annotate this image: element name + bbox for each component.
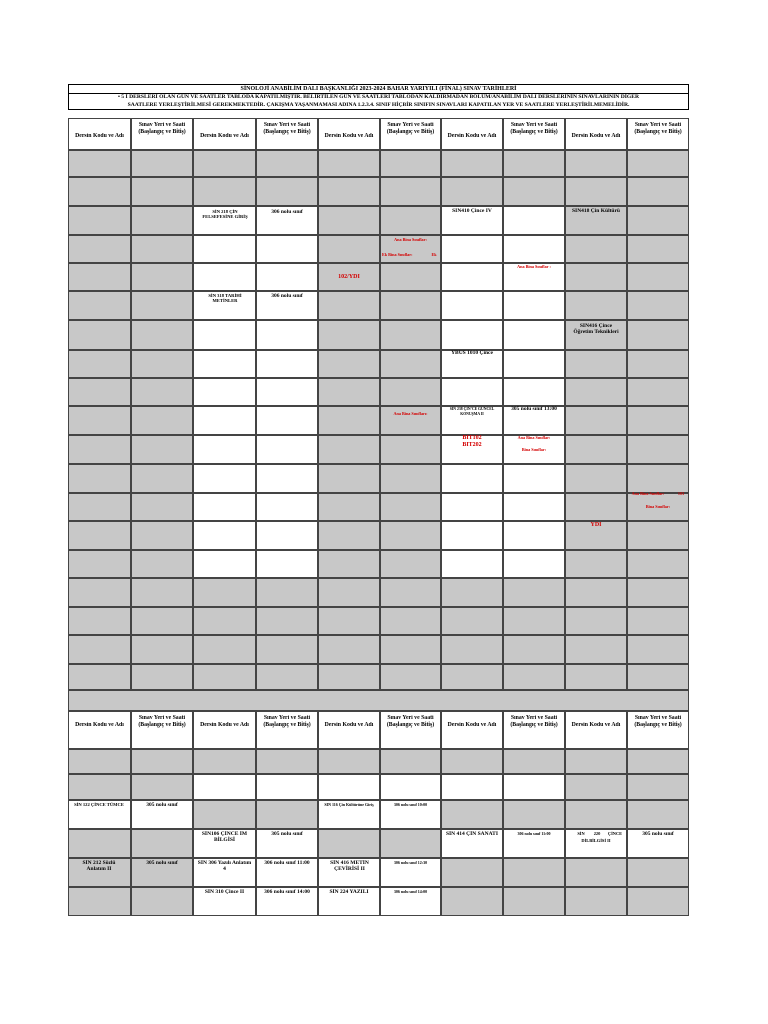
grid-cell bbox=[565, 887, 627, 916]
grid-cell bbox=[68, 464, 131, 493]
grid-cell bbox=[441, 464, 503, 493]
grid-cell bbox=[441, 887, 503, 916]
grid-cell bbox=[68, 664, 131, 690]
grid-cell bbox=[627, 435, 689, 464]
course-column-header: Dersin Kodu ve Adı bbox=[447, 722, 497, 728]
grid-cell bbox=[503, 464, 565, 493]
grid-cell bbox=[131, 550, 193, 578]
course-sin414: SİN 414 ÇİN SANATI bbox=[445, 831, 498, 837]
grid-cell bbox=[131, 887, 193, 916]
course-sin416: SİN 416 METİN ÇEVİRİSİ II bbox=[330, 860, 369, 872]
grid-cell bbox=[380, 521, 441, 550]
grid-cell bbox=[193, 177, 256, 206]
grid-cell bbox=[380, 749, 441, 774]
grid-cell bbox=[441, 635, 503, 664]
grid-cell bbox=[68, 177, 131, 206]
grid-cell bbox=[131, 406, 193, 435]
grid-cell bbox=[627, 521, 689, 550]
grid-cell bbox=[565, 607, 627, 635]
grid-cell bbox=[256, 578, 318, 607]
grid-cell bbox=[627, 350, 689, 378]
grid-cell bbox=[68, 749, 131, 774]
grid-cell bbox=[627, 406, 689, 435]
grid-cell bbox=[565, 406, 627, 435]
grid-cell bbox=[627, 578, 689, 607]
grid-cell bbox=[503, 578, 565, 607]
grid-cell bbox=[565, 263, 627, 291]
grid-cell bbox=[256, 263, 318, 291]
course-bit202: BİT202 bbox=[462, 442, 482, 448]
grid-cell bbox=[318, 206, 380, 235]
grid-cell bbox=[565, 350, 627, 378]
course-sin306: SİN 306 Yazılı Anlatım 4 bbox=[197, 860, 252, 872]
grid-cell bbox=[627, 150, 689, 177]
exam-column-header: Sınav Yeri ve Saati (Başlangıç ve Bitiş) bbox=[386, 715, 435, 728]
grid-cell bbox=[256, 150, 318, 177]
spacer-row bbox=[68, 690, 689, 711]
room-sin414: 306 nolu sınıf 11:00 bbox=[517, 831, 551, 836]
grid-cell bbox=[380, 578, 441, 607]
grid-cell bbox=[380, 150, 441, 177]
grid-cell bbox=[256, 350, 318, 378]
grid-cell bbox=[256, 550, 318, 578]
course-sin318: SİN 318 TARİHİ METİNLER bbox=[208, 293, 242, 303]
room-sin238: 305 nolu sınıf 13:00 bbox=[511, 406, 557, 412]
course-bit102: BİT102 bbox=[462, 435, 482, 441]
room-sin212: 305 nolu sınıf bbox=[146, 860, 178, 866]
grid-cell bbox=[441, 263, 503, 291]
grid-cell bbox=[627, 887, 689, 916]
grid-cell bbox=[627, 635, 689, 664]
grid-cell bbox=[131, 291, 193, 320]
grid-cell bbox=[68, 550, 131, 578]
grid-cell bbox=[565, 635, 627, 664]
grid-cell bbox=[503, 774, 565, 800]
course-sin220: 220 bbox=[593, 831, 601, 836]
grid-cell bbox=[318, 774, 380, 800]
grid-cell bbox=[318, 664, 380, 690]
exam-column-header: Sınav Yeri ve Saati (Başlangıç ve Bitiş) bbox=[263, 715, 311, 728]
grid-cell bbox=[131, 464, 193, 493]
grid-cell bbox=[441, 749, 503, 774]
grid-cell bbox=[193, 607, 256, 635]
grid-cell bbox=[565, 150, 627, 177]
grid-cell bbox=[256, 464, 318, 493]
exam-column-header: Sınav Yeri ve Saati (Başlangıç ve Bitiş) bbox=[263, 122, 311, 135]
grid-cell bbox=[627, 749, 689, 774]
grid-cell bbox=[503, 493, 565, 521]
grid-cell bbox=[318, 607, 380, 635]
course-column-header: Dersin Kodu ve Adı bbox=[447, 133, 497, 139]
grid-cell bbox=[318, 829, 380, 858]
grid-cell bbox=[131, 320, 193, 350]
grid-cell bbox=[380, 464, 441, 493]
grid-cell bbox=[565, 493, 627, 521]
grid-cell bbox=[503, 800, 565, 829]
header-cell bbox=[193, 711, 256, 749]
grid-cell bbox=[565, 800, 627, 829]
grid-cell bbox=[256, 406, 318, 435]
grid-cell bbox=[256, 435, 318, 464]
grid-cell bbox=[318, 350, 380, 378]
room-note: 103 bbox=[677, 491, 685, 496]
course-sin218: SİN 218 ÇİN FELSEFESİNE GİRİŞ bbox=[202, 209, 248, 219]
grid-cell bbox=[380, 206, 441, 235]
classroom-code: 102/YDİ bbox=[338, 274, 360, 280]
grid-cell bbox=[193, 493, 256, 521]
grid-cell bbox=[380, 435, 441, 464]
grid-cell bbox=[68, 521, 131, 550]
page-title: SİNOLOJİ ANABİLİM DALI BAŞKANLIĞI 2023-2024 BAHAR YARIYILI (FİNAL) SINAV TARİHLERİ bbox=[68, 84, 689, 94]
grid-cell bbox=[441, 320, 503, 350]
grid-cell bbox=[503, 635, 565, 664]
grid-cell bbox=[193, 435, 256, 464]
grid-cell bbox=[131, 635, 193, 664]
grid-cell bbox=[503, 235, 565, 263]
course-column-header: Dersin Kodu ve Adı bbox=[75, 722, 124, 728]
grid-cell bbox=[68, 829, 131, 858]
grid-cell bbox=[318, 578, 380, 607]
grid-cell bbox=[68, 206, 131, 235]
grid-cell bbox=[256, 177, 318, 206]
grid-cell bbox=[503, 291, 565, 320]
grid-cell bbox=[318, 406, 380, 435]
course-sin116: SIN 116 Çin Kültürüne Giriş bbox=[324, 802, 374, 807]
grid-cell bbox=[193, 406, 256, 435]
grid-cell bbox=[193, 235, 256, 263]
grid-cell bbox=[131, 150, 193, 177]
grid-cell bbox=[503, 177, 565, 206]
grid-cell bbox=[441, 774, 503, 800]
grid-cell bbox=[503, 320, 565, 350]
grid-cell bbox=[318, 521, 380, 550]
grid-cell bbox=[441, 235, 503, 263]
room-sin318: 306 nolu sınıf bbox=[271, 293, 303, 299]
grid-cell bbox=[131, 749, 193, 774]
grid-cell bbox=[131, 206, 193, 235]
course-sin220: DİLBİLGİSİ II bbox=[581, 838, 611, 843]
grid-cell bbox=[256, 235, 318, 263]
grid-cell bbox=[503, 150, 565, 177]
course-column-header: Dersin Kodu ve Adı bbox=[200, 133, 249, 139]
instruction-note bbox=[68, 93, 689, 110]
room-note: Bina Sınıflar: bbox=[521, 447, 547, 452]
grid-cell bbox=[380, 829, 441, 858]
grid-cell bbox=[131, 578, 193, 607]
course-sin212: SİN 212 Sözlü Anlatım II bbox=[82, 860, 116, 872]
grid-cell bbox=[131, 493, 193, 521]
grid-cell bbox=[565, 378, 627, 406]
grid-cell bbox=[565, 749, 627, 774]
grid-cell bbox=[503, 858, 565, 887]
room-note: Ana Bina Sınıflar: bbox=[517, 435, 551, 440]
instruction-line-2: SAATLERE YERLEŞTİRİLMESİ GEREKMEKTEDİR. ÇAKIŞMA YAŞANMAMASI ADINA 1.2.3.4. SINIF HİÇBİR SINIFIN SINAVLARI KAPATILAN YER VE SAATLERE YERLEŞTİRİLMEMELİDİR. bbox=[127, 102, 630, 108]
exam-column-header: Sınav Yeri ve Saati (Başlangıç ve Bitiş) bbox=[510, 122, 558, 135]
instruction-line-1: • 5 İ DERSLERİ OLAN GÜN VE SAATLER TABLODA KAPATILMIŞTIR. BELİRTİLEN GÜN VE SAATLERİ TABLODAN KALDIRMADAN BÖLÜM/ANABİLİM DALI DERSLERİNİN SINAVLARININ DİĞER bbox=[117, 94, 640, 100]
grid-cell bbox=[318, 235, 380, 263]
grid-cell bbox=[380, 291, 441, 320]
grid-cell bbox=[256, 607, 318, 635]
exam-column-header: Sınav Yeri ve Saati (Başlangıç ve Bitiş) bbox=[510, 715, 558, 728]
course-sin220: ÇİNCE bbox=[607, 831, 623, 836]
grid-cell bbox=[68, 378, 131, 406]
grid-cell bbox=[193, 464, 256, 493]
grid-cell bbox=[193, 774, 256, 800]
room-note: Ek bbox=[431, 252, 437, 257]
grid-cell bbox=[68, 406, 131, 435]
grid-cell bbox=[441, 177, 503, 206]
grid-cell bbox=[68, 263, 131, 291]
course-sin106: SİN106 ÇİNCE İM BİLGİSİ bbox=[201, 831, 248, 843]
exam-schedule-sheet bbox=[68, 84, 689, 917]
grid-cell bbox=[627, 607, 689, 635]
grid-cell bbox=[503, 749, 565, 774]
grid-cell bbox=[503, 550, 565, 578]
grid-cell bbox=[318, 435, 380, 464]
room-sin218: 306 nolu sınıf bbox=[271, 209, 303, 215]
grid-cell bbox=[68, 493, 131, 521]
room-sin122: 305 nolu sınıf bbox=[146, 802, 178, 808]
grid-cell bbox=[318, 635, 380, 664]
grid-cell bbox=[380, 350, 441, 378]
grid-cell bbox=[503, 378, 565, 406]
room-note: Ana Bina Sınıflar: bbox=[394, 237, 427, 242]
grid-cell bbox=[131, 435, 193, 464]
course-sin410: SIN410 Çince IV bbox=[452, 208, 492, 214]
grid-cell bbox=[627, 320, 689, 350]
grid-cell bbox=[565, 435, 627, 464]
grid-cell bbox=[565, 550, 627, 578]
grid-cell bbox=[131, 521, 193, 550]
grid-cell bbox=[380, 774, 441, 800]
header-cell bbox=[318, 711, 380, 749]
grid-cell bbox=[318, 177, 380, 206]
grid-cell bbox=[68, 150, 131, 177]
grid-cell bbox=[441, 550, 503, 578]
grid-cell bbox=[627, 177, 689, 206]
grid-cell bbox=[565, 464, 627, 493]
course-column-header: Dersin Kodu ve Adı bbox=[324, 133, 374, 139]
grid-cell bbox=[380, 550, 441, 578]
room-sin306: 306 nolu sınıf 11:00 bbox=[264, 860, 310, 866]
grid-cell bbox=[193, 263, 256, 291]
grid-cell bbox=[256, 800, 318, 829]
grid-cell bbox=[627, 235, 689, 263]
course-sin310: SİN 310 Çince II bbox=[204, 889, 245, 895]
room-sin416: 306 nolu sınıf 12:30 bbox=[393, 860, 428, 865]
grid-cell bbox=[503, 206, 565, 235]
exam-column-header: Sınav Yeri ve Saati (Başlangıç ve Bitiş) bbox=[386, 122, 435, 135]
grid-cell bbox=[565, 235, 627, 263]
course-column-header: Dersin Kodu ve Adı bbox=[324, 722, 374, 728]
grid-cell bbox=[380, 493, 441, 521]
room-note: Bina Sınıflar: bbox=[645, 504, 671, 509]
grid-cell bbox=[627, 263, 689, 291]
grid-cell bbox=[68, 774, 131, 800]
grid-cell bbox=[441, 521, 503, 550]
grid-cell bbox=[131, 829, 193, 858]
exam-column-header: Sınav Yeri ve Saati (Başlangıç ve Bitiş) bbox=[138, 122, 186, 135]
grid-cell bbox=[565, 664, 627, 690]
grid-cell bbox=[565, 774, 627, 800]
grid-cell bbox=[193, 578, 256, 607]
grid-cell bbox=[131, 235, 193, 263]
course-sin224: SİN 224 YAZILI bbox=[329, 889, 369, 895]
grid-cell bbox=[380, 320, 441, 350]
grid-cell bbox=[627, 291, 689, 320]
grid-cell bbox=[318, 291, 380, 320]
grid-cell bbox=[627, 206, 689, 235]
header-cell bbox=[441, 711, 503, 749]
grid-cell bbox=[441, 607, 503, 635]
grid-cell bbox=[318, 378, 380, 406]
grid-cell bbox=[503, 664, 565, 690]
grid-cell bbox=[256, 493, 318, 521]
grid-cell bbox=[193, 749, 256, 774]
grid-cell bbox=[256, 749, 318, 774]
header-cell bbox=[565, 711, 627, 749]
grid-cell bbox=[627, 774, 689, 800]
grid-cell bbox=[380, 263, 441, 291]
grid-cell bbox=[441, 858, 503, 887]
grid-cell bbox=[193, 521, 256, 550]
course-sin238: SİN 238 ÇİN’CE GÜNCEL KONUŞMA II bbox=[449, 407, 495, 416]
grid-cell bbox=[565, 578, 627, 607]
grid-cell bbox=[380, 378, 441, 406]
grid-cell bbox=[68, 578, 131, 607]
course-ybus1010: YBUS 1010 Çince bbox=[451, 350, 493, 356]
grid-cell bbox=[503, 887, 565, 916]
header-cell bbox=[68, 711, 131, 749]
grid-cell bbox=[131, 607, 193, 635]
grid-cell bbox=[193, 800, 256, 829]
grid-cell bbox=[256, 774, 318, 800]
grid-cell bbox=[441, 800, 503, 829]
grid-cell bbox=[565, 177, 627, 206]
grid-cell bbox=[441, 378, 503, 406]
grid-cell bbox=[441, 150, 503, 177]
grid-cell bbox=[627, 800, 689, 829]
grid-cell bbox=[193, 550, 256, 578]
grid-cell bbox=[68, 235, 131, 263]
room-sin310: 306 nolu sınıf 14:00 bbox=[264, 889, 310, 895]
grid-cell bbox=[193, 664, 256, 690]
grid-cell bbox=[256, 378, 318, 406]
grid-cell bbox=[131, 350, 193, 378]
room-sin116: 306 nolu sınıf 10:00 bbox=[393, 802, 428, 807]
course-column-header: Dersin Kodu ve Adı bbox=[571, 722, 621, 728]
room-sin106: 305 nolu sınıf bbox=[271, 831, 303, 837]
grid-cell bbox=[68, 887, 131, 916]
grid-cell bbox=[256, 320, 318, 350]
grid-cell bbox=[193, 350, 256, 378]
room-sin220: 305 nolu sınıf bbox=[642, 831, 674, 837]
grid-cell bbox=[131, 774, 193, 800]
exam-column-header: Sınav Yeri ve Saati (Başlangıç ve Bitiş) bbox=[634, 122, 682, 135]
exam-column-header: Sınav Yeri ve Saati (Başlangıç ve Bitiş) bbox=[634, 715, 682, 728]
room-note: Ana Bina Sınıflar: bbox=[631, 491, 665, 496]
grid-cell bbox=[193, 320, 256, 350]
room-note: Ana Bina Sınıfları: bbox=[393, 411, 428, 416]
grid-cell bbox=[256, 521, 318, 550]
grid-cell bbox=[256, 635, 318, 664]
grid-cell bbox=[441, 664, 503, 690]
grid-cell bbox=[441, 493, 503, 521]
grid-cell bbox=[193, 150, 256, 177]
room-note: Ana Bina Sınıflar : bbox=[517, 264, 551, 269]
grid-cell bbox=[503, 521, 565, 550]
course-sin122: SİN 122 ÇİNCE TÜMCE bbox=[74, 802, 124, 807]
grid-cell bbox=[503, 350, 565, 378]
grid-cell bbox=[193, 635, 256, 664]
course-sin220: SİN bbox=[577, 831, 585, 836]
grid-cell bbox=[68, 320, 131, 350]
classroom-code: YDİ bbox=[590, 522, 602, 528]
grid-cell bbox=[318, 550, 380, 578]
course-column-header: Dersin Kodu ve Adı bbox=[571, 133, 621, 139]
grid-cell bbox=[441, 291, 503, 320]
course-sin418: SIN418 Çin Kültürü bbox=[572, 208, 620, 214]
grid-cell bbox=[318, 749, 380, 774]
grid-cell bbox=[318, 493, 380, 521]
course-column-header: Dersin Kodu ve Adı bbox=[200, 722, 249, 728]
grid-cell bbox=[380, 177, 441, 206]
grid-cell bbox=[441, 578, 503, 607]
grid-cell bbox=[193, 378, 256, 406]
room-sin224: 306 nolu sınıf 14:00 bbox=[393, 889, 428, 894]
grid-cell bbox=[627, 550, 689, 578]
grid-cell bbox=[627, 378, 689, 406]
exam-column-header: Sınav Yeri ve Saati (Başlangıç ve Bitiş) bbox=[138, 715, 186, 728]
grid-cell bbox=[380, 607, 441, 635]
grid-cell bbox=[318, 150, 380, 177]
grid-cell bbox=[627, 464, 689, 493]
grid-cell bbox=[380, 664, 441, 690]
grid-cell bbox=[68, 635, 131, 664]
grid-cell bbox=[68, 350, 131, 378]
grid-cell bbox=[565, 291, 627, 320]
room-note: Ek Bina Sınıflar: bbox=[382, 252, 413, 257]
grid-cell bbox=[503, 607, 565, 635]
grid-cell bbox=[256, 664, 318, 690]
grid-cell bbox=[68, 291, 131, 320]
grid-cell bbox=[131, 263, 193, 291]
grid-cell bbox=[131, 664, 193, 690]
grid-cell bbox=[380, 635, 441, 664]
grid-cell bbox=[131, 177, 193, 206]
course-column-header: Dersin Kodu ve Adı bbox=[75, 133, 124, 139]
grid-cell bbox=[627, 858, 689, 887]
grid-cell bbox=[131, 378, 193, 406]
course-sin416: SIN416 Çince Öğretim Teknikleri bbox=[573, 323, 619, 335]
grid-cell bbox=[68, 607, 131, 635]
grid-cell bbox=[318, 320, 380, 350]
grid-cell bbox=[565, 858, 627, 887]
grid-cell bbox=[68, 435, 131, 464]
grid-cell bbox=[627, 664, 689, 690]
grid-cell bbox=[318, 464, 380, 493]
